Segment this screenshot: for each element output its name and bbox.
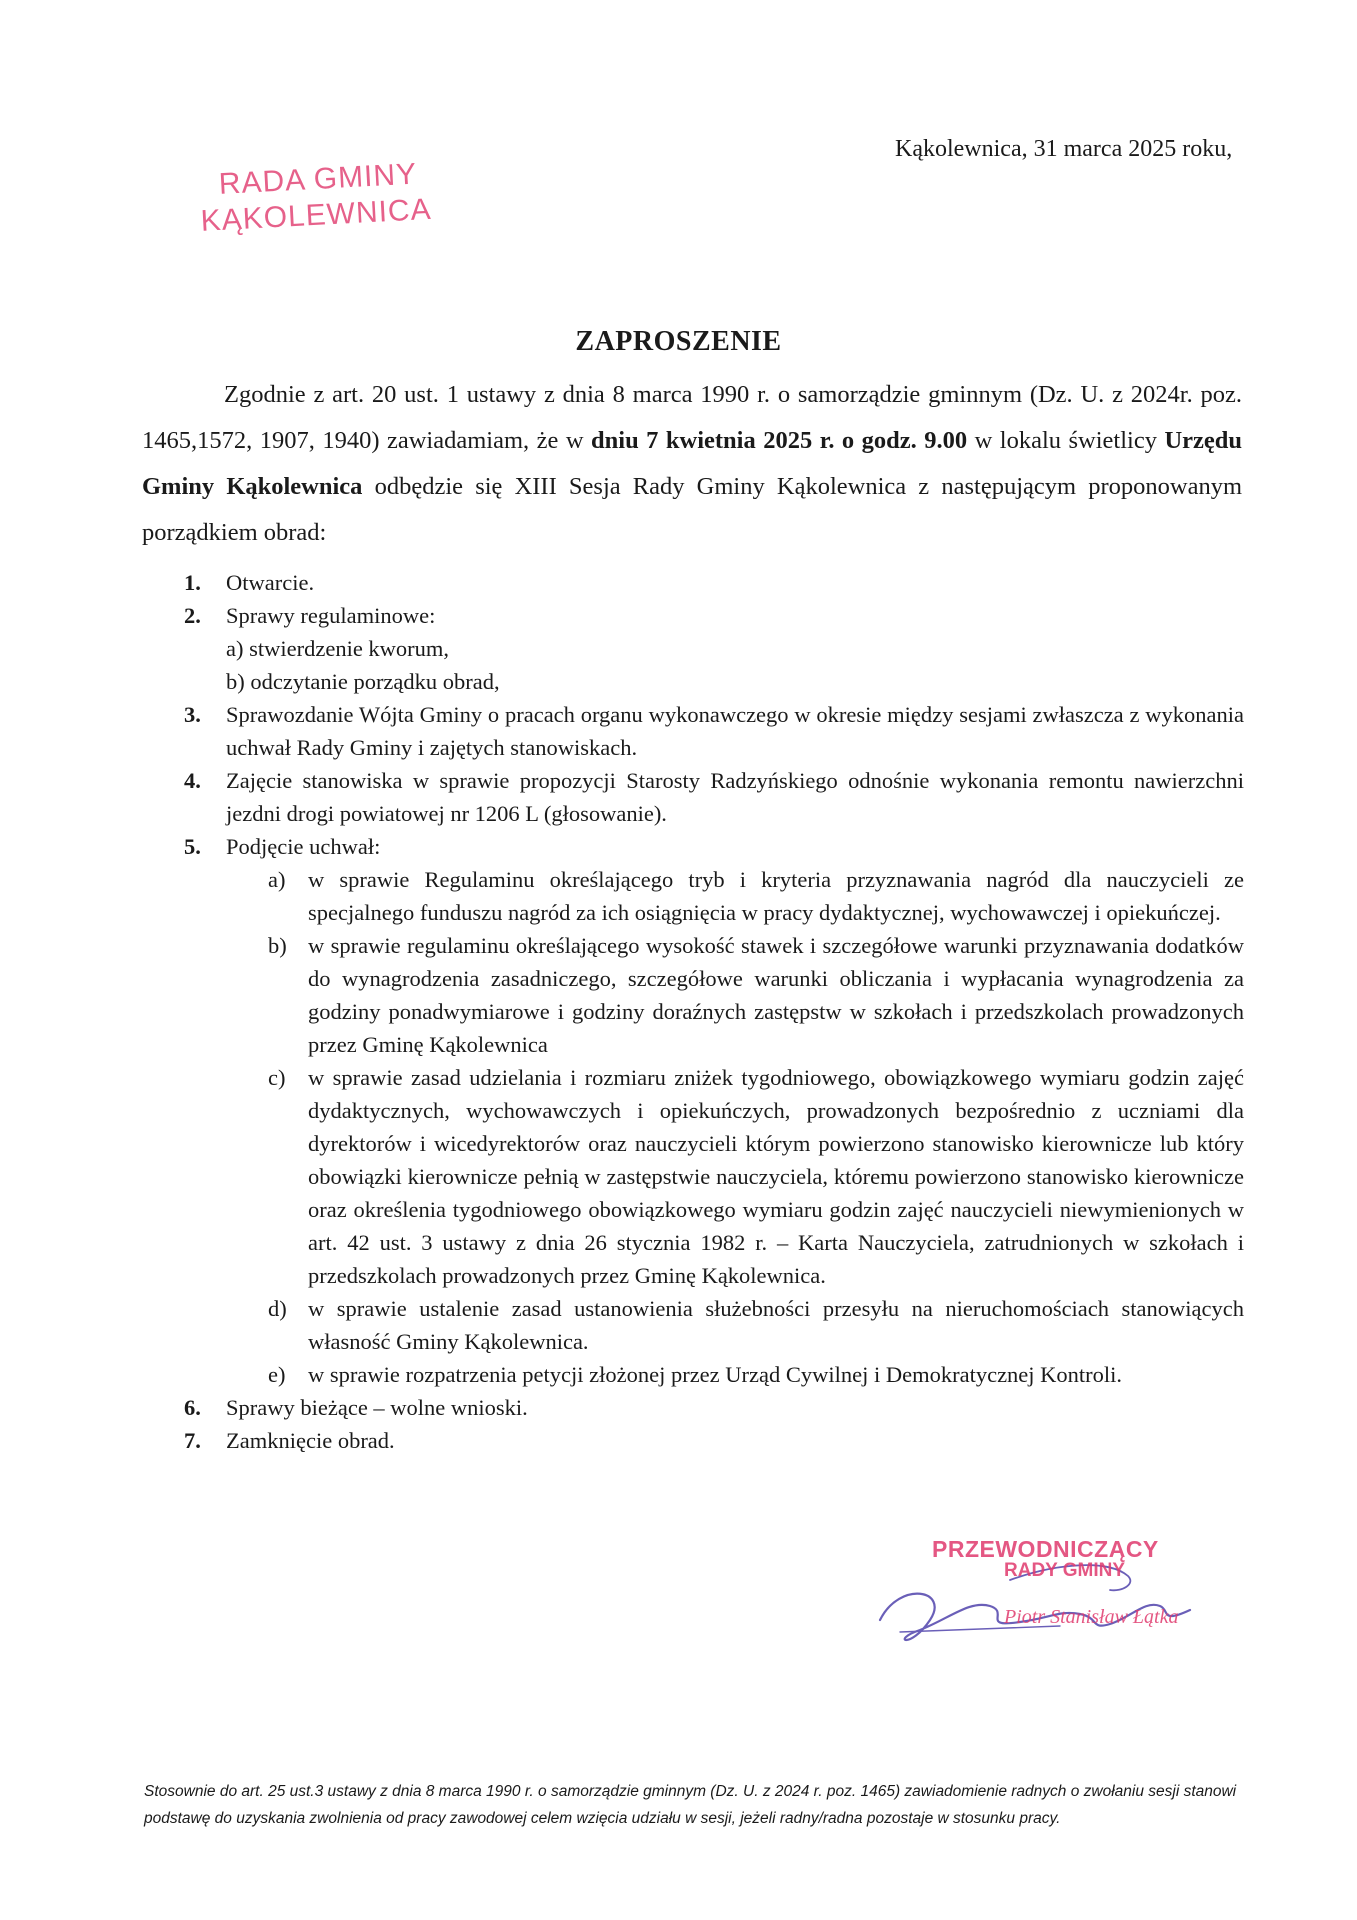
footnote: Stosownie do art. 25 ust.3 ustawy z dnia 8 marca 1990 r. o samorządzie gminnym (Dz. U. z 2024 r. poz. 1465) zawiadomienie radnych o zwołaniu sesji stanowi podstawę do uzyskania zwolnienia od pracy zawodowej celem wzięcia udziału w sesji, jeżeli radny/radna pozostaje w stosunku pracy. (144, 1783, 1237, 1827)
agenda-subitem: a) stwierdzenie kworum, (226, 636, 450, 661)
agenda-item-number: 5. (184, 834, 201, 859)
chairman-name: Piotr Stanisław Łątka (1004, 1606, 1179, 1628)
chairman-stamp (932, 1536, 1232, 1636)
resolution-item (184, 863, 1244, 929)
agenda-item (184, 566, 1244, 599)
agenda-item-number: 3. (184, 702, 201, 727)
resolution-item (184, 929, 1244, 1061)
date-line: Kąkolewnica, 31 marca 2025 roku, (895, 136, 1233, 162)
session-date: dniu 7 kwietnia 2025 r. o godz. 9.00 (591, 427, 968, 454)
venue-name: Urzędu Gminy Kąkolewnica (142, 427, 1243, 500)
resolution-item (184, 1292, 1244, 1358)
agenda-item-text: Sprawy regulaminowe: (226, 603, 436, 628)
agenda-item-number: 7. (184, 1428, 201, 1453)
agenda-item-number: 2. (184, 603, 201, 628)
resolution-text: w sprawie Regulaminu określającego tryb i kryteria przyznawania nagród dla nauczycieli ze specjalnego funduszu nagród za ich osiągnięcia w pracy dydaktycznej, wychowawczej i opiekuńczej. (308, 867, 1244, 925)
resolution-letter: a) (268, 867, 286, 892)
resolution-text: w sprawie zasad udzielania i rozmiaru zniżek tygodniowego, obowiązkowego wymiaru godzin zajęć dydaktycznych, wychowawczych i opiekuńczych, prowadzonych bezpośrednio z uczniami dla dyrektorów i wicedyrektorów oraz nauczycieli którym powierzono stanowisko kierownicze lub który obowiązki kierownicze pełnią w zastępstwie nauczyciela, któremu powierzono stanowisko kierownicze oraz określenia tygodniowego obowiązkowego wymiaru godzin zajęć nauczycieli niewymienionych w art. 42 ust. 3 ustawy z dnia 26 stycznia 1982 r. – Karta Nauczyciela, zatrudnionych w szkołach i przedszkolach prowadzonych przez Gminę Kąkolewnica. (308, 1065, 1244, 1288)
council-stamp-line1: RADA GMINY (218, 157, 418, 201)
resolution-text: w sprawie regulaminu określającego wysokość stawek i szczegółowe warunki przyznawania dodatków do wynagrodzenia zasadniczego, szczegółowe warunki obliczania i wypłacania wynagrodzenia za godziny ponadwymiarowe i godziny doraźnych zastępstw w szkołach i przedszkolach prowadzonych przez Gminę Kąkolewnica (308, 933, 1244, 1057)
intro-text-3: odbędzie się XIII Sesja Rady Gminy Kąkolewnica z następującym proponowanym porządkiem obrad: (142, 473, 1243, 546)
agenda-item-text: Sprawozdanie Wójta Gminy o pracach organu wykonawczego w okresie między sesjami zwłaszcza z wykonania uchwał Rady Gminy i zajętych stanowiskach. (226, 702, 1244, 760)
agenda-item-text: Zamknięcie obrad. (226, 1428, 395, 1453)
resolution-item (184, 1061, 1244, 1292)
resolution-text: w sprawie rozpatrzenia petycji złożonej przez Urząd Cywilnej i Demokratycznej Kontroli. (308, 1362, 1123, 1387)
chairman-stamp-body: RADY GMINY (1004, 1560, 1126, 1581)
council-stamp-line2: KĄKOLEWNICA (199, 192, 433, 238)
agenda-item-number: 6. (184, 1395, 201, 1420)
intro-paragraph (142, 372, 1242, 556)
agenda-item (184, 1424, 1244, 1457)
agenda-list (184, 566, 1244, 1457)
resolution-letter: e) (268, 1362, 286, 1387)
agenda-item (184, 599, 1244, 698)
agenda-subitem: b) odczytanie porządku obrad, (226, 669, 500, 694)
council-stamp (198, 156, 433, 240)
agenda-item-text: Otwarcie. (226, 570, 315, 595)
agenda-item-number: 4. (184, 768, 201, 793)
resolution-text: w sprawie ustalenie zasad ustanowienia służebności przesyłu na nieruchomościach stanowiących własność Gminy Kąkolewnica. (308, 1296, 1244, 1354)
resolution-letter: c) (268, 1065, 286, 1090)
resolution-item (184, 1358, 1244, 1391)
chairman-stamp-title: PRZEWODNICZĄCY (932, 1536, 1159, 1562)
agenda-item-text: Zajęcie stanowiska w sprawie propozycji Starosty Radzyńskiego odnośnie wykonania remontu nawierzchni jezdni drogi powiatowej nr 1206 L (głosowanie). (226, 768, 1244, 826)
resolution-list (184, 863, 1244, 1391)
resolution-letter: b) (268, 933, 287, 958)
resolution-letter: d) (268, 1296, 287, 1321)
agenda-item-text: Sprawy bieżące – wolne wnioski. (226, 1395, 528, 1420)
intro-text-2: w lokalu świetlicy (974, 427, 1157, 454)
agenda-item (184, 830, 1244, 863)
agenda-item-number: 1. (184, 570, 201, 595)
agenda-item (184, 1391, 1244, 1424)
agenda-item-text: Podjęcie uchwał: (226, 834, 381, 859)
agenda-item (184, 698, 1244, 764)
document-title: ZAPROSZENIE (575, 326, 782, 357)
agenda-item (184, 764, 1244, 830)
intro-text-1: Zgodnie z art. 20 ust. 1 ustawy z dnia 8 marca 1990 r. o samorządzie gminnym (Dz. U. z 2024r. poz. 1465,1572, 1907, 1940) zawiadamiam, że w (142, 381, 1242, 454)
